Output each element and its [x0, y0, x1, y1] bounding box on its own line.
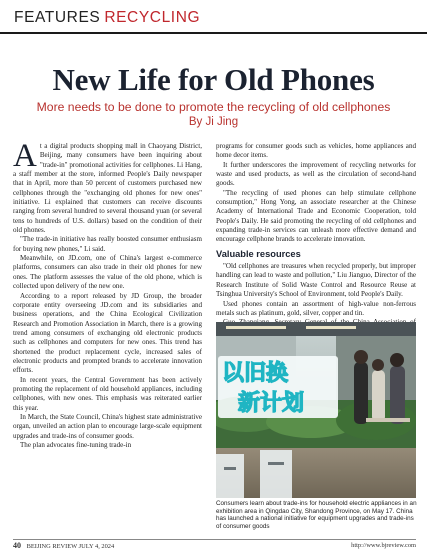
sign-text-line-2: 新计划: [238, 391, 305, 416]
body-paragraph: Meanwhile, on JD.com, one of China's largest e-commerce platforms, consumers can also trade in their old phones for new ones. The platform assesses the value of the old phone, which is collected upon delivery of the new one.: [13, 254, 202, 291]
right-column: [216, 142, 416, 346]
body-paragraph: According to a report released by JD Group, the broader corporate entity overseeing JD.com and its subsidiaries and business operations, and the China Ecological Civilization Research and Promotion Association in March, there is a growing trend among consumers of exchanging old electronic products such as cellphones and computers for new ones. This trend has shortened the product replacement cycle, increased sales of electronic products and prompted brands to accelerate innovation efforts.: [13, 291, 202, 375]
section-header: [14, 9, 200, 31]
page-number: 40: [13, 541, 21, 550]
topic-label: RECYCLING: [104, 9, 201, 26]
body-paragraph: In recent years, the Central Government has been actively promoting the replacement of old household appliances, including cellphones, with new ones. This emphasis was reiterated earlier this year.: [13, 375, 202, 412]
article-title: New Life for Old Phones: [52, 62, 375, 97]
photo-caption: Consumers learn about trade-ins for household electric appliances in an exhibition area in Qingdao City, Shandong Province, on May 17. China has launched a national initiative for equipment upgrades and trade-ins of consumer goods: [216, 500, 417, 530]
publication-line: BEIJING REVIEW JULY 4, 2024: [26, 543, 115, 550]
sign-text-line-1: 以旧换: [222, 361, 289, 386]
article-byline: By Ji Jing: [188, 116, 239, 128]
left-column: [13, 138, 202, 450]
body-paragraph: In March, the State Council, China's highest state administrative organ, unveiled an action plan to encourage large-scale equipment upgrades and trade-ins of consumer goods.: [13, 412, 202, 440]
body-paragraph: "The trade-in initiative has really boosted consumer enthusiasm for buying new phones," Li said.: [13, 235, 202, 253]
section-label: FEATURES: [14, 9, 101, 26]
exhibition-photo: [216, 322, 416, 498]
drop-cap: A: [13, 138, 37, 174]
body-paragraph: "Old cellphones are treasures when recycled properly, but improper handling can lead to waste and pollution," Liu Jianguo, Director of the Research Institute of Solid Waste Control and Resource Reuse at Tsinghua University's School of Environment, told People's Daily.: [216, 262, 416, 299]
body-paragraph: t a digital products shopping mall in Chaoyang District, Beijing, many consumers have been inquiring about "trade-in" promotional activities for cellphones. Li Hang, a staff member at the store, informed People's Daily newspaper that in April, more than 50 percent of customers purchased new cellphones through the "exchanging old phones for new ones" initiative. Li explained that customers can receive discounts ranging from several hundred to several thousand yuan (or several tens to hundreds of U.S. dollars) based on the condition of their old phones.: [13, 142, 202, 235]
body-paragraph: The plan advocates fine-tuning trade-in: [20, 441, 132, 449]
footer-divider: [13, 539, 416, 540]
body-paragraph: Used phones contain an assortment of high-value non-ferrous metals such as platinum, gold, silver, copper and tin.: [216, 299, 416, 317]
body-paragraph: programs for consumer goods such as vehicles, home appliances and home decor items.: [216, 142, 416, 160]
opening-paragraph: [13, 138, 202, 235]
article-subtitle: More needs to be done to promote the recycling of old cellphones: [36, 100, 391, 114]
body-paragraph: It further underscores the improvement of recycling networks for waste and used products, as well as the circulation of second-hand goods.: [216, 160, 416, 188]
header-divider: [0, 32, 427, 34]
body-paragraph: "The recycling of used phones can help stimulate cellphone consumption," Hong Yong, an associate researcher at the Chinese Academy of International Trade and Economic Cooperation, told People's Daily. He said promoting the recycling of old cellphones and expanding trade-in services can unleash more effective demand and encourage cellphone brands to accelerate innovation.: [216, 188, 416, 244]
footer-left: [13, 541, 114, 550]
section-subhead: Valuable resources: [216, 248, 301, 259]
website-url: http://www.bjreview.com: [351, 542, 416, 549]
